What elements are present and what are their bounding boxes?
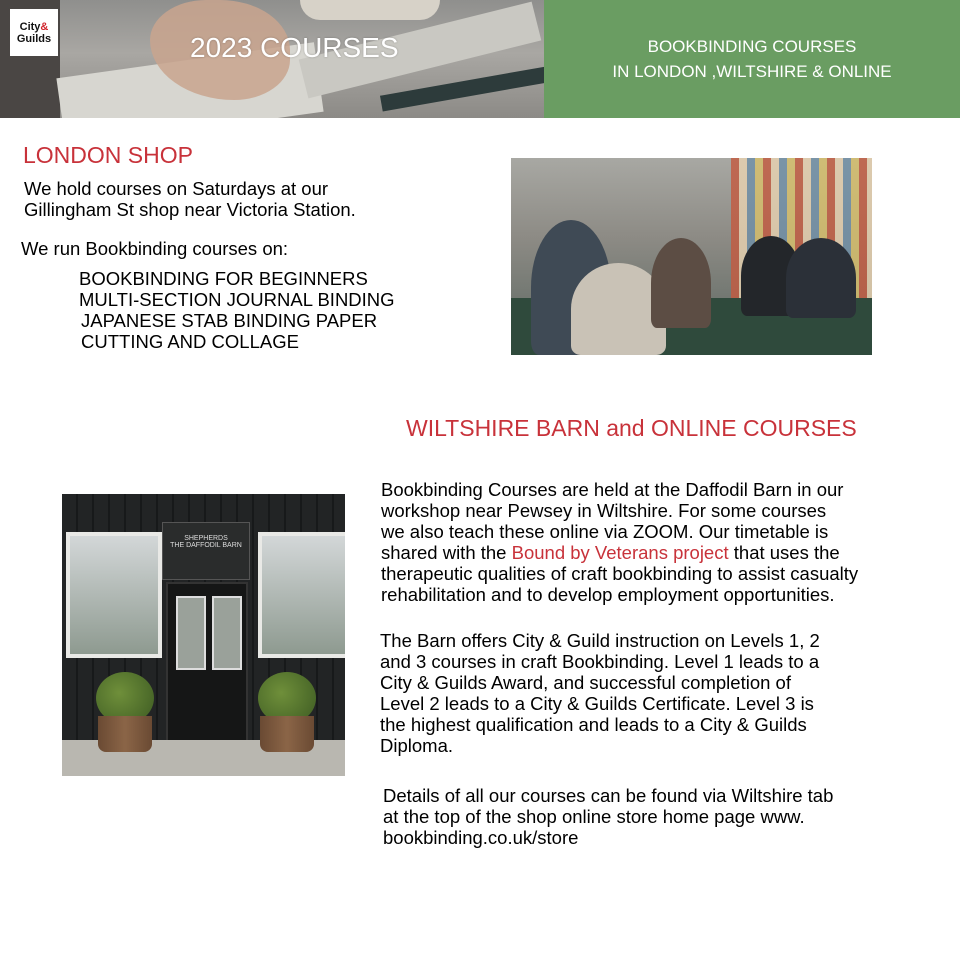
paragraph-line: workshop near Pewsey in Wiltshire. For some courses <box>381 500 827 521</box>
door-glass <box>176 596 206 670</box>
london-intro <box>24 178 356 220</box>
planter-tub <box>260 716 314 752</box>
planter-tub <box>98 716 152 752</box>
london-shop-heading: LONDON SHOP <box>23 142 193 168</box>
wiltshire-paragraph-1 <box>381 479 951 605</box>
page-title: 2023 COURSES <box>190 32 399 63</box>
london-intro-line: Gillingham St shop near Victoria Station. <box>24 199 356 220</box>
wiltshire-paragraph-2 <box>380 630 950 756</box>
paragraph-line: The Barn offers City & Guild instruction on Levels 1, 2 <box>380 630 820 651</box>
student-figure <box>786 238 856 318</box>
paragraph-line: City & Guilds Award, and successful completion of <box>380 672 791 693</box>
wiltshire-heading: WILTSHIRE BARN and ONLINE COURSES <box>406 415 857 441</box>
paragraph-line: Bookbinding Courses are held at the Daffodil Barn in our <box>381 479 844 500</box>
banner-line-1: BOOKBINDING COURSES <box>647 37 857 56</box>
line-text: that uses the <box>728 542 840 563</box>
course-item: JAPANESE STAB BINDING PAPER <box>81 310 378 331</box>
london-shop-photo <box>511 158 872 355</box>
wiltshire-paragraph-3 <box>383 785 953 848</box>
paragraph-line: therapeutic qualities of craft bookbinding to assist casualty <box>381 563 859 584</box>
city-and-guilds-logo[interactable]: City& Guilds <box>10 9 58 56</box>
course-item: MULTI-SECTION JOURNAL BINDING <box>79 289 395 310</box>
paragraph-line: the highest qualification and leads to a City & Guilds <box>380 714 807 735</box>
bound-by-veterans-link[interactable]: Bound by Veterans project <box>511 542 729 563</box>
header-banner <box>544 0 960 118</box>
paragraph-line: Details of all our courses can be found via Wiltshire tab <box>383 785 834 806</box>
paragraph-line: Diploma. <box>380 735 453 756</box>
banner-line-2: IN LONDON ,WILTSHIRE & ONLINE <box>612 62 892 81</box>
paragraph-line: we also teach these online via ZOOM. Our timetable is <box>381 521 829 542</box>
course-item: BOOKBINDING FOR BEGINNERS <box>79 268 368 289</box>
barn-door <box>166 582 248 750</box>
courses-run-label: We run Bookbinding courses on: <box>21 238 289 259</box>
student-figure <box>651 238 711 328</box>
sign-text: SHEPHERDS <box>184 535 228 542</box>
barn-sign <box>162 522 250 580</box>
london-intro-line: We hold courses on Saturdays at our <box>24 178 329 199</box>
door-glass <box>212 596 242 670</box>
london-course-list <box>79 268 395 352</box>
hero-cup <box>300 0 440 20</box>
paragraph-line: rehabilitation and to develop employment opportunities. <box>381 584 835 605</box>
barn-window <box>258 532 345 658</box>
daffodil-barn-photo <box>62 494 345 776</box>
paragraph-line <box>381 542 951 563</box>
paragraph-line: Level 2 leads to a City & Guilds Certificate. Level 3 is <box>380 693 814 714</box>
course-item: CUTTING AND COLLAGE <box>81 331 299 352</box>
line-text: shared with the <box>381 542 512 563</box>
paragraph-line: and 3 courses in craft Bookbinding. Level 1 leads to a <box>380 651 820 672</box>
paragraph-line: at the top of the shop online store home page www. <box>383 806 805 827</box>
sign-text: THE DAFFODIL BARN <box>170 542 242 549</box>
barn-window <box>66 532 162 658</box>
store-url-text: bookbinding.co.uk/store <box>383 827 579 848</box>
